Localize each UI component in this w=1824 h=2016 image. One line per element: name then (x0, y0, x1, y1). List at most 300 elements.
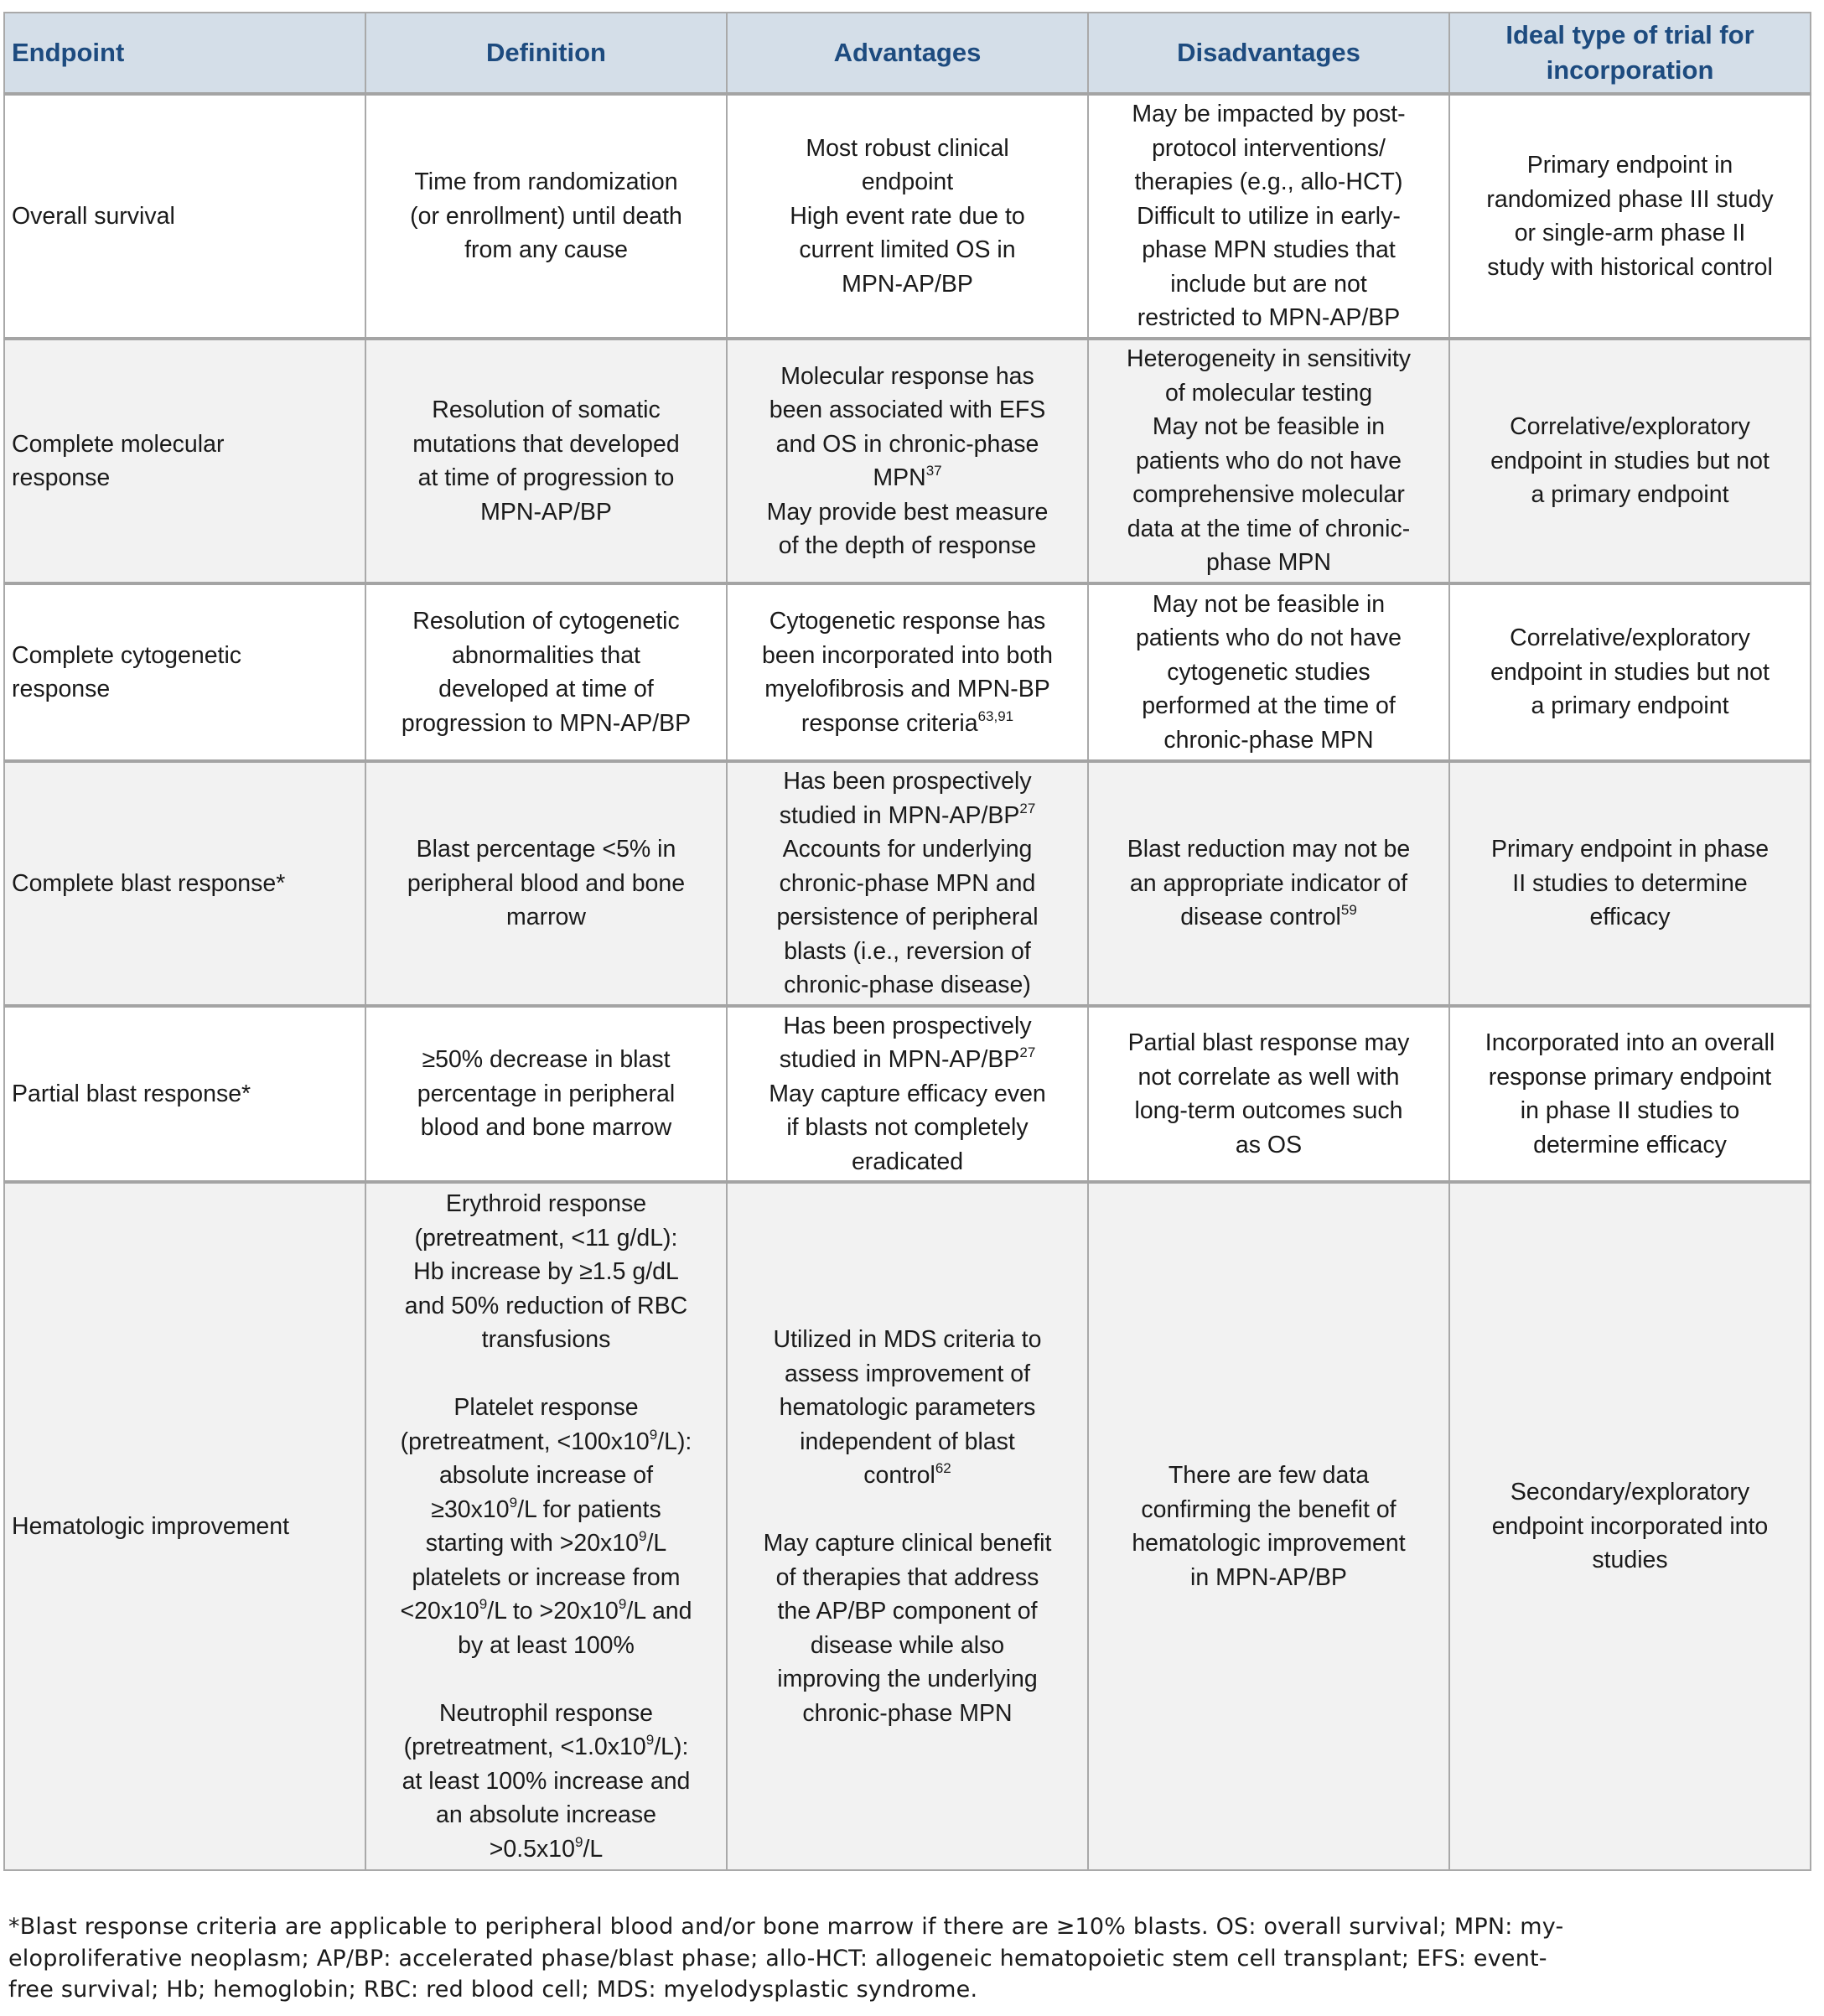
header-endpoint (4, 13, 365, 94)
table-row (4, 761, 1811, 1006)
cell-text: assess improvement of (784, 1360, 1031, 1387)
cell-text: Time from randomization (414, 168, 678, 196)
cell-text: Resolution of cytogenetic (412, 608, 680, 635)
reference-superscript: 9 (639, 1528, 647, 1544)
cell-line (370, 1187, 723, 1221)
cell-line (1092, 301, 1445, 335)
cell-line (1092, 267, 1445, 302)
cell-line (1092, 900, 1445, 935)
cell-line (1454, 656, 1806, 690)
cell-text: studies (1592, 1547, 1668, 1574)
cell-line (731, 935, 1084, 969)
cell-line (1092, 342, 1445, 376)
cell-line (1092, 376, 1445, 411)
cell-line (370, 1323, 723, 1357)
cell-text: blood and bone marrow (420, 1114, 672, 1142)
cell-text: ≥50% decrease in blast (422, 1046, 671, 1074)
cell-line (1092, 588, 1445, 622)
cell-line (370, 867, 723, 901)
cell-line (731, 639, 1084, 673)
cell-text: ≥30x10 (431, 1495, 510, 1523)
header-line: Ideal type of trial for (1505, 20, 1754, 49)
header-line: Endpoint (12, 38, 125, 67)
cell-definition (365, 583, 727, 761)
cell-text: studied in MPN-AP/BP (779, 801, 1020, 829)
cell-line (370, 233, 723, 267)
cell-line (1092, 1493, 1445, 1527)
cell-text: performed at the time of (1142, 692, 1396, 720)
cell-line (1092, 621, 1445, 656)
cell-text: High event rate due to (790, 202, 1025, 230)
cell-text: endpoint in studies but not (1490, 658, 1770, 686)
cell-text: chronic-phase MPN and (779, 869, 1036, 897)
cell-line (1454, 689, 1806, 723)
cell-text: chronic-phase MPN (802, 1699, 1013, 1727)
cell-definition (365, 761, 727, 1006)
cell-text: Complete blast response* (12, 869, 286, 897)
cell-line (1454, 1128, 1806, 1163)
cell-line (370, 1493, 723, 1527)
cell-text: therapies (e.g., allo-HCT) (1134, 168, 1403, 196)
cell-line (1454, 444, 1806, 479)
cell-text: transfusions (481, 1326, 611, 1353)
cell-text: in MPN-AP/BP (1190, 1563, 1347, 1591)
cell-text: Erythroid response (445, 1190, 647, 1217)
cell-text: developed at time of (438, 676, 654, 702)
cell-definition (365, 1182, 727, 1870)
cell-line (731, 1009, 1084, 1044)
cell-text: (pretreatment, <100x10 (400, 1428, 650, 1455)
cell-line (1454, 1510, 1806, 1544)
cell-text: the AP/BP component of (777, 1598, 1038, 1625)
cell-line (12, 1510, 361, 1544)
cell-text: /L): (654, 1734, 689, 1760)
cell-text: as OS (1235, 1131, 1303, 1158)
cell-line (731, 672, 1084, 707)
cell-text: MPN (873, 464, 926, 491)
cell-text: hematologic parameters (779, 1394, 1036, 1421)
cell-line (731, 1594, 1084, 1629)
cell-text: patients who do not have (1136, 447, 1402, 474)
cell-line (1092, 478, 1445, 512)
header-line: incorporation (1546, 55, 1714, 85)
cell-text: patients who do not have (1136, 624, 1402, 652)
cell-text: Utilized in MDS criteria to (773, 1326, 1042, 1353)
cell-line (1454, 410, 1806, 444)
cell-line (731, 1077, 1084, 1112)
cell-advantages (727, 583, 1088, 761)
cell-line (731, 1629, 1084, 1663)
cell-text: response (12, 676, 111, 702)
reference-superscript: 62 (935, 1460, 951, 1476)
cell-text: current limited OS in (799, 236, 1016, 264)
cell-line (12, 639, 361, 673)
cell-text: at least 100% increase and (402, 1767, 691, 1795)
cell-line (370, 639, 723, 673)
cell-text: >0.5x10 (489, 1835, 575, 1863)
cell-endpoint (4, 94, 365, 339)
cell-text: /L and (626, 1598, 692, 1625)
cell-line (731, 267, 1084, 302)
cell-line (1092, 233, 1445, 267)
cell-line (370, 707, 723, 741)
table-row (4, 1182, 1811, 1870)
cell-line (731, 200, 1084, 234)
header-line: Disadvantages (1177, 38, 1360, 67)
cell-line (1092, 410, 1445, 444)
cell-line (731, 707, 1084, 741)
cell-line (370, 495, 723, 530)
cell-line (370, 1798, 723, 1832)
cell-text: There are few data (1168, 1462, 1370, 1489)
cell-line (731, 900, 1084, 935)
cell-line (1092, 867, 1445, 901)
cell-line (1454, 1026, 1806, 1060)
reference-superscript: 9 (645, 1732, 655, 1748)
reference-superscript: 9 (649, 1426, 658, 1443)
cell-line (731, 1561, 1084, 1595)
cell-text: Resolution of somatic (432, 396, 661, 423)
cell-line (1454, 621, 1806, 656)
cell-text: Has been prospectively (783, 1012, 1032, 1039)
cell-text: comprehensive molecular (1132, 481, 1405, 509)
cell-line (370, 461, 723, 495)
cell-line (731, 832, 1084, 867)
cell-line (1454, 1543, 1806, 1578)
cell-text: Heterogeneity in sensitivity (1127, 345, 1411, 373)
cell-text: Primary endpoint in (1526, 152, 1733, 179)
cell-text: May capture clinical benefit (763, 1530, 1052, 1557)
cell-line (370, 1111, 723, 1145)
cell-text: Partial blast response may (1127, 1029, 1410, 1056)
cell-line (1092, 444, 1445, 479)
cell-text: restricted to MPN-AP/BP (1137, 304, 1401, 332)
header-advantages (727, 13, 1088, 94)
cell-line (731, 1493, 1084, 1527)
cell-line (370, 672, 723, 707)
cell-text: endpoint incorporated into (1491, 1512, 1769, 1540)
cell-text: Secondary/exploratory (1510, 1479, 1750, 1506)
cell-text: percentage in peripheral (417, 1080, 676, 1107)
cell-text: Complete cytogenetic (12, 641, 242, 669)
cell-text: and 50% reduction of RBC (404, 1292, 688, 1319)
cell-text: Difficult to utilize in early- (1137, 202, 1401, 230)
cell-line (1092, 97, 1445, 132)
cell-line (1092, 723, 1445, 758)
cell-line (1092, 546, 1445, 580)
cell-line (1092, 832, 1445, 867)
cell-endpoint (4, 1006, 365, 1182)
cell-line (370, 1357, 723, 1392)
cell-text: of the depth of response (778, 532, 1037, 559)
cell-line (731, 867, 1084, 901)
cell-disadvantages (1088, 94, 1449, 339)
cell-line (1092, 165, 1445, 200)
cell-text: progression to MPN-AP/BP (401, 709, 692, 737)
reference-superscript: 27 (1019, 1044, 1036, 1061)
endpoints-table (3, 12, 1811, 1871)
reference-superscript: 37 (925, 463, 942, 479)
cell-text: Blast percentage <5% in (416, 836, 676, 863)
cell-text: chronic-phase MPN (1163, 726, 1374, 754)
cell-text: Platelet response (453, 1394, 639, 1421)
cell-ideal-trial (1449, 761, 1811, 1006)
cell-line (731, 1459, 1084, 1493)
cell-line (1092, 1128, 1445, 1163)
cell-line (370, 1043, 723, 1077)
cell-text: and OS in chronic-phase (775, 430, 1039, 458)
cell-line (1454, 183, 1806, 217)
cell-text: disease while also (810, 1631, 1005, 1659)
cell-text: response (12, 464, 111, 491)
cell-text: Incorporated into an overall (1485, 1029, 1775, 1056)
cell-line (370, 1561, 723, 1595)
cell-text: Molecular response has (780, 362, 1034, 390)
cell-line (12, 461, 361, 495)
cell-line (12, 672, 361, 707)
cell-text: efficacy (1589, 904, 1671, 931)
cell-text: response primary endpoint (1488, 1063, 1772, 1091)
header-line: Definition (486, 38, 606, 67)
cell-ideal-trial (1449, 1006, 1811, 1182)
cell-line (731, 495, 1084, 530)
cell-text: /L to >20x10 (487, 1598, 619, 1625)
cell-text: /L (583, 1835, 604, 1863)
cell-text: Hb increase by ≥1.5 g/dL (413, 1258, 679, 1285)
cell-line (370, 1459, 723, 1493)
cell-endpoint (4, 761, 365, 1006)
cell-line (370, 1289, 723, 1324)
cell-endpoint (4, 339, 365, 583)
cell-text: been incorporated into both (761, 641, 1053, 669)
cell-text: May capture efficacy even (769, 1080, 1046, 1107)
cell-line (731, 604, 1084, 639)
reference-superscript: 9 (574, 1833, 583, 1850)
cell-text: <20x10 (400, 1598, 479, 1625)
cell-line (731, 799, 1084, 833)
cell-text: Primary endpoint in phase (1490, 836, 1770, 863)
cell-text: at time of progression to (417, 464, 675, 491)
cell-line (731, 764, 1084, 799)
cell-disadvantages (1088, 339, 1449, 583)
cell-line (370, 604, 723, 639)
cell-text: cytogenetic studies (1167, 658, 1371, 686)
cell-text: data at the time of chronic- (1127, 515, 1411, 542)
cell-text: persistence of peripheral (776, 904, 1039, 931)
cell-text: chronic-phase disease) (784, 972, 1031, 999)
cell-line (12, 428, 361, 462)
cell-line (1454, 216, 1806, 251)
footnote (8, 1911, 1811, 2006)
cell-line (370, 1594, 723, 1629)
cell-advantages (727, 94, 1088, 339)
cell-line (1454, 867, 1806, 901)
cell-line (1454, 148, 1806, 183)
reference-superscript: 27 (1019, 800, 1036, 816)
cell-text: or single-arm phase II (1514, 220, 1746, 246)
cell-line (731, 233, 1084, 267)
cell-text: Accounts for underlying (782, 836, 1033, 863)
cell-text: not correlate as well with (1137, 1063, 1400, 1091)
cell-line (370, 200, 723, 234)
cell-text: Partial blast response* (12, 1080, 251, 1107)
cell-line (731, 1323, 1084, 1357)
cell-text: been associated with EFS (769, 396, 1046, 423)
cell-line (731, 1145, 1084, 1179)
cell-line (731, 428, 1084, 462)
cell-line (1454, 1094, 1806, 1128)
cell-line (1454, 1475, 1806, 1510)
cell-definition (365, 1006, 727, 1182)
cell-line (731, 1526, 1084, 1561)
cell-text: II studies to determine (1512, 869, 1748, 897)
header-line: Advantages (833, 38, 982, 67)
cell-line (370, 832, 723, 867)
cell-advantages (727, 1182, 1088, 1870)
cell-line (731, 393, 1084, 428)
cell-text: improving the underlying (777, 1666, 1038, 1692)
cell-text: /L (646, 1530, 667, 1557)
cell-text: randomized phase III study (1486, 185, 1774, 213)
header-row (4, 13, 1811, 94)
cell-line (370, 1662, 723, 1697)
cell-advantages (727, 1006, 1088, 1182)
cell-text: (or enrollment) until death (410, 202, 682, 230)
header-ideal-trial (1449, 13, 1811, 94)
cell-line (731, 1043, 1084, 1077)
cell-text: a primary endpoint (1531, 692, 1729, 720)
cell-line (1454, 900, 1806, 935)
cell-line (1092, 1459, 1445, 1493)
cell-text: a primary endpoint (1531, 481, 1729, 509)
cell-line (370, 393, 723, 428)
cell-line (731, 529, 1084, 563)
cell-text: endpoint (861, 168, 954, 196)
cell-text: Correlative/exploratory (1510, 624, 1750, 652)
cell-line (1092, 1561, 1445, 1595)
cell-line (1454, 478, 1806, 512)
cell-text: hematologic improvement (1132, 1530, 1406, 1557)
cell-line (12, 867, 361, 901)
cell-text: (pretreatment, <11 g/dL): (414, 1224, 678, 1252)
cell-line (731, 1111, 1084, 1145)
cell-line (370, 1697, 723, 1731)
cell-endpoint (4, 1182, 365, 1870)
cell-text: from any cause (464, 236, 628, 264)
cell-text: long-term outcomes such (1134, 1097, 1403, 1124)
cell-text: Correlative/exploratory (1510, 413, 1750, 441)
reference-superscript: 9 (479, 1596, 488, 1612)
cell-disadvantages (1088, 583, 1449, 761)
cell-line (370, 1526, 723, 1561)
cell-text: protocol interventions/ (1152, 134, 1386, 162)
cell-text: Neutrophil response (438, 1699, 654, 1727)
header-disadvantages (1088, 13, 1449, 94)
cell-ideal-trial (1449, 1182, 1811, 1870)
cell-line (370, 1425, 723, 1459)
cell-text: studied in MPN-AP/BP (779, 1046, 1020, 1074)
cell-text: study with historical control (1487, 253, 1773, 281)
cell-line (1092, 512, 1445, 547)
cell-text: /L): (657, 1428, 692, 1455)
cell-text: disease control (1180, 904, 1341, 931)
cell-line (370, 1832, 723, 1867)
table-row (4, 94, 1811, 339)
cell-advantages (727, 339, 1088, 583)
cell-line (731, 968, 1084, 1003)
cell-text: response criteria (801, 709, 978, 737)
cell-line (12, 1077, 361, 1112)
cell-text: May be impacted by post- (1132, 101, 1406, 128)
cell-definition (365, 94, 727, 339)
cell-line (731, 132, 1084, 166)
footnote-line: *Blast response criteria are applicable to peripheral blood and/or bone marrow if there are ≥10% blasts. OS: overall survival; MPN: my- (8, 1914, 1564, 1940)
cell-text: peripheral blood and bone (407, 869, 686, 897)
cell-line (370, 1255, 723, 1289)
cell-text: endpoint in studies but not (1490, 447, 1770, 474)
cell-line (1454, 832, 1806, 867)
reference-superscript: 9 (618, 1596, 627, 1612)
cell-ideal-trial (1449, 583, 1811, 761)
cell-line (1092, 656, 1445, 690)
reference-superscript: 59 (1340, 902, 1357, 919)
cell-text: Overall survival (12, 202, 175, 230)
cell-line (731, 1697, 1084, 1731)
cell-line (370, 1765, 723, 1799)
cell-ideal-trial (1449, 94, 1811, 339)
footnote-line: eloproliferative neoplasm; AP/BP: accelerated phase/blast phase; allo-HCT: allogeneic hematopoietic stem cell transplant; EFS: event- (8, 1945, 1547, 1972)
cell-text: /L for patients (517, 1495, 661, 1523)
cell-text: Cytogenetic response has (769, 608, 1046, 635)
cell-text: blasts (i.e., reversion of (784, 937, 1031, 965)
cell-line (1092, 1060, 1445, 1095)
cell-ideal-trial (1449, 339, 1811, 583)
cell-text: (pretreatment, <1.0x10 (403, 1734, 646, 1760)
cell-text: phase MPN studies that (1142, 236, 1396, 264)
table-row (4, 583, 1811, 761)
cell-text: independent of blast (800, 1428, 1015, 1455)
cell-line (12, 200, 361, 234)
cell-line (1454, 1060, 1806, 1095)
cell-disadvantages (1088, 761, 1449, 1006)
cell-line (1092, 689, 1445, 723)
cell-line (731, 1425, 1084, 1459)
cell-line (731, 1357, 1084, 1392)
cell-text: if blasts not completely (786, 1114, 1029, 1142)
footnote-line: free survival; Hb; hemoglobin; RBC: red blood cell; MDS: myelodysplastic syndrome. (8, 1977, 978, 2003)
cell-text: control (863, 1462, 935, 1489)
cell-line (370, 1221, 723, 1256)
cell-line (370, 1730, 723, 1765)
cell-text: in phase II studies to (1520, 1097, 1740, 1124)
cell-line (731, 1391, 1084, 1425)
cell-text: May not be feasible in (1152, 413, 1386, 441)
cell-text: confirming the benefit of (1141, 1495, 1396, 1523)
cell-line (1092, 132, 1445, 166)
cell-text: by at least 100% (458, 1631, 635, 1659)
cell-text: Hematologic improvement (12, 1512, 290, 1540)
table-row (4, 1006, 1811, 1182)
cell-text: determine efficacy (1533, 1131, 1727, 1158)
cell-line (370, 900, 723, 935)
cell-text: absolute increase of (438, 1462, 654, 1489)
cell-text: of molecular testing (1164, 379, 1373, 407)
cell-line (1092, 1026, 1445, 1060)
cell-line (370, 428, 723, 462)
cell-line (1092, 1526, 1445, 1561)
cell-line (1092, 200, 1445, 234)
cell-disadvantages (1088, 1182, 1449, 1870)
